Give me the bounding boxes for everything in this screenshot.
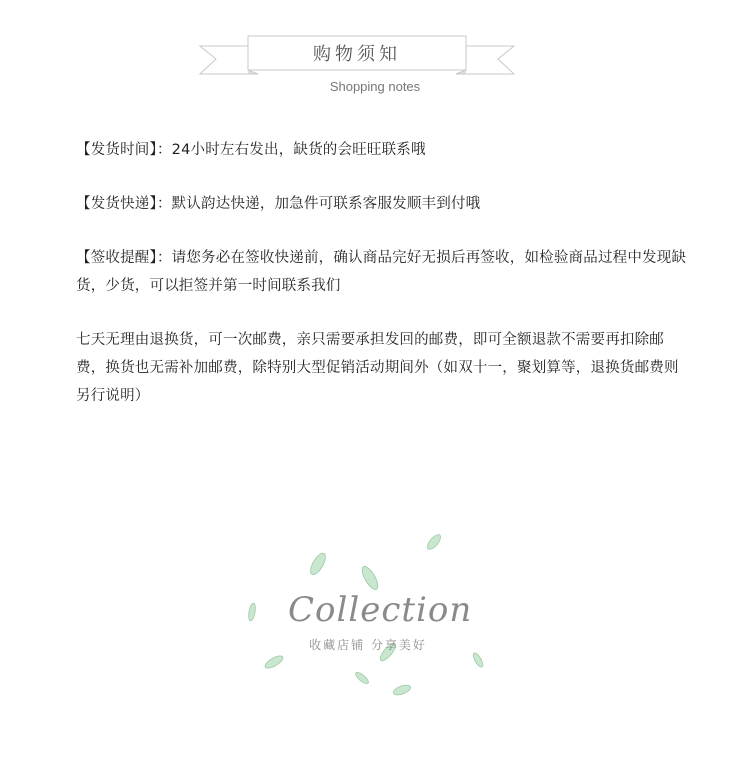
- note-label: 【签收提醒】: [76, 250, 157, 266]
- collection-badge[interactable]: [238, 528, 508, 703]
- collection-title: Collection: [288, 590, 473, 630]
- note-label: 【发货时间】: [76, 142, 157, 158]
- note-shipping-time: [76, 136, 690, 164]
- header-ribbon: [198, 34, 516, 78]
- note-text: ：请您务必在签收快递前，确认商品完好无损后再签收，如检验商品过程中发现缺货，少货，可以拒签并第一时间联系我们: [76, 250, 687, 294]
- collection-subtitle: 收藏店铺 分享美好: [309, 638, 427, 652]
- note-courier: [76, 190, 690, 218]
- return-policy: 七天无理由退换货，可一次邮费，亲只需要承担发回的邮费，即可全额退款不需要再扣除邮费，换货也无需补加邮费，除特别大型促销活动期间外（如双十一，聚划算等，退换货邮费则另行说明）: [76, 332, 679, 404]
- page-title: 购物须知: [313, 44, 401, 65]
- note-label: 【发货快递】: [76, 196, 157, 212]
- note-signing: [76, 244, 690, 300]
- page-subtitle: Shopping notes: [329, 79, 421, 94]
- notes-content: [76, 136, 690, 436]
- note-text: ：24小时左右发出，缺货的会旺旺联系哦: [156, 142, 426, 158]
- note-text: ：默认韵达快递，加急件可联系客服发顺丰到付哦: [156, 196, 481, 212]
